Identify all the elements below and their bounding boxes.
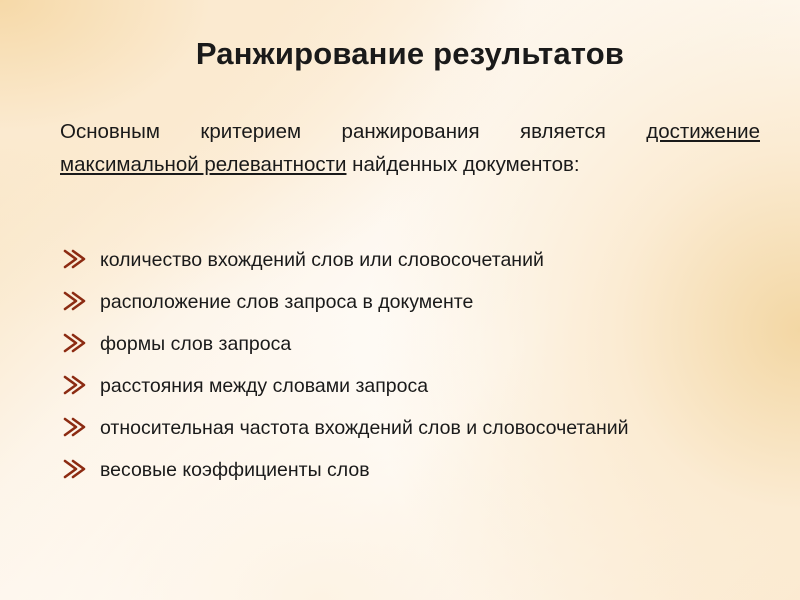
arrowhead-bullet-icon xyxy=(62,415,88,439)
list-item-label: количество вхождений слов или словосочетаний xyxy=(100,249,544,271)
list-item-label: формы слов запроса xyxy=(100,333,292,355)
intro-paragraph xyxy=(60,115,760,181)
list-item-label: относительная частота вхождений слов и словосочетаний xyxy=(100,417,629,439)
list-item xyxy=(58,456,768,484)
arrowhead-bullet-icon xyxy=(62,457,88,481)
list-item xyxy=(58,288,768,316)
intro-text-tail: найденных документов: xyxy=(346,153,580,176)
arrowhead-bullet-icon xyxy=(62,289,88,313)
intro-text-lead: Основным критерием ранжирования является xyxy=(60,120,647,143)
list-item xyxy=(58,330,768,358)
list-item-label: расположение слов запроса в документе xyxy=(100,291,474,313)
list-item xyxy=(58,372,768,400)
arrowhead-bullet-icon xyxy=(62,331,88,355)
list-item-label: весовые коэффициенты слов xyxy=(100,459,370,481)
intro-text-underlined: достижение максимальной релевантности xyxy=(60,120,760,176)
arrowhead-bullet-icon xyxy=(62,373,88,397)
list-item xyxy=(58,246,768,274)
list-item xyxy=(58,414,768,442)
list-item-label: расстояния между словами запроса xyxy=(100,375,429,397)
arrowhead-bullet-icon xyxy=(62,247,88,271)
page-title: Ранжирование результатов xyxy=(195,36,625,71)
bullet-list xyxy=(58,246,768,498)
